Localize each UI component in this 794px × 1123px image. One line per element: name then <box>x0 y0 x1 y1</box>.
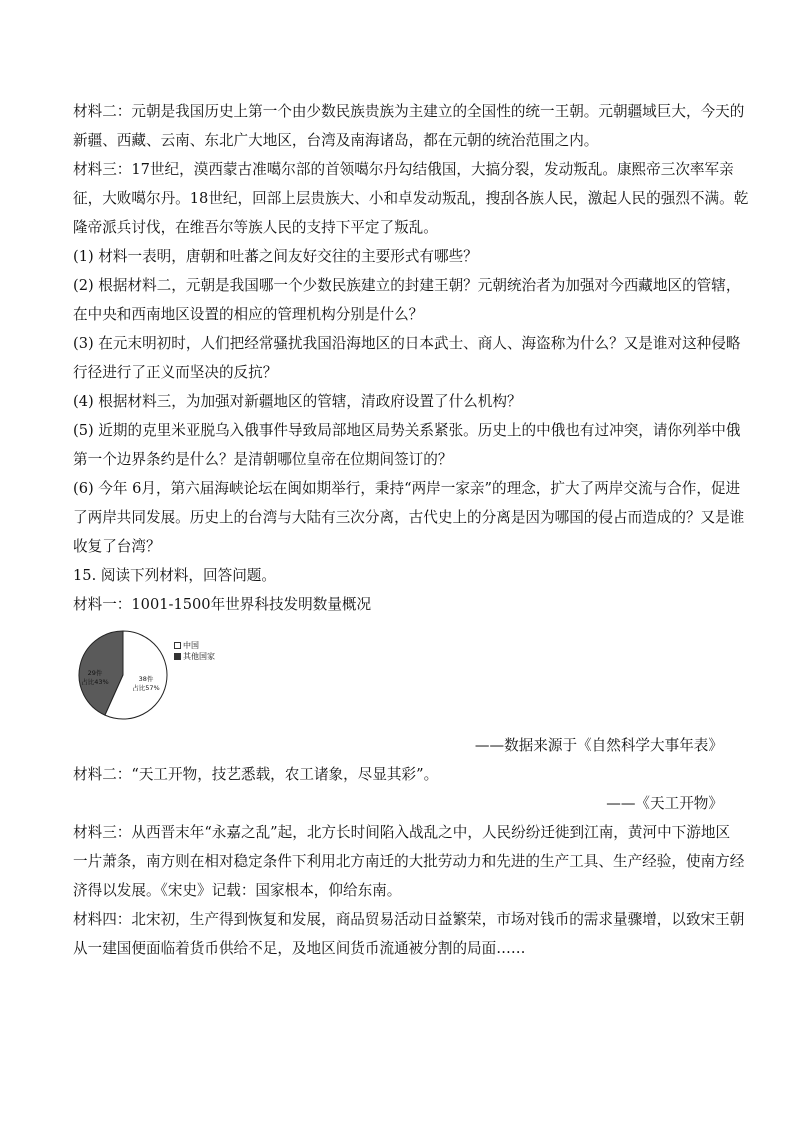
text-line: 一片萧条，南方则在相对稳定条件下利用北方南迁的大批劳动力和先进的生产工具、生产经验，使南方经 <box>73 853 745 870</box>
question-4: (4) 根据材料三，为加强对新疆地区的管辖，清政府设置了什么机构？ <box>73 393 522 410</box>
material-4-text: 材料四：北宋初，生产得到恢复和发展，商品贸易活动日益繁荣，市场对钱币的需求量骤增，以致宋王朝 <box>73 911 745 928</box>
legend-swatch-other <box>174 653 181 660</box>
pie-chart-figure <box>73 625 723 725</box>
question-5: (5) 近期的克里米亚脱乌入俄事件导致局部地区局势关系紧张。历史上的中俄也有过冲突，请你列举中俄 <box>73 422 741 439</box>
text-line: 从一建国便面临着货币供给不足，及地区间货币流通被分割的局面…… <box>73 940 526 957</box>
source-citation-2: ——《天工开物》 <box>606 795 723 812</box>
text-line: 在中央和西南地区设置的相应的管理机构分别是什么？ <box>73 306 424 323</box>
label-china-pct: 占比57% <box>132 684 160 692</box>
pie-legend <box>174 640 215 662</box>
label-other-pct: 占比43% <box>81 678 109 686</box>
question-1: (1) 材料一表明，唐朝和吐蕃之间友好交往的主要形式有哪些？ <box>73 248 478 265</box>
question-15-heading: 15. 阅读下列材料，回答问题。 <box>73 567 276 584</box>
text-line: 济得以发展。《宋史》记载：国家根本，仰给东南。 <box>73 882 402 899</box>
legend-label-china: 中国 <box>183 641 199 650</box>
text-line: 材料二：元朝是我国历史上第一个由少数民族贵族为主建立的全国性的统一王朝。元朝疆域巨大，今天的 <box>73 103 745 120</box>
text-line: 征，大败噶尔丹。18世纪，回部上层贵族大、小和卓发动叛乱，搜刮各族人民，激起人民的强烈不满。乾 <box>73 190 749 207</box>
text-line: 材料三：17世纪，漠西蒙古准噶尔部的首领噶尔丹勾结俄国，大搞分裂，发动叛乱。康熙帝三次率军亲 <box>73 161 734 178</box>
legend-item-china <box>174 640 215 651</box>
text-line: 收复了台湾？ <box>73 538 161 555</box>
source-citation-1: ——数据来源于《自然科学大事年表》 <box>474 737 723 754</box>
pie-chart <box>75 627 175 727</box>
material-1-title: 材料一：1001-1500年世界科技发明数量概况 <box>73 596 372 613</box>
question-3: (3) 在元末明初时，人们把经常骚扰我国沿海地区的日本武士、商人、海盗称为什么？又是谁对这种侵略 <box>73 335 741 352</box>
label-other-count: 29件 <box>87 669 103 677</box>
question-6: (6) 今年 6月，第六届海峡论坛在闽如期举行，秉持“两岸一家亲”的理念，扩大了两岸交流与合作，促进 <box>73 480 741 497</box>
legend-item-other <box>174 651 215 662</box>
text-line: 行径进行了正义而坚决的反抗？ <box>73 364 278 381</box>
text-line: 了两岸共同发展。历史上的台湾与大陆有三次分离，古代史上的分离是因为哪国的侵占而造成的？又是谁 <box>73 509 745 526</box>
material-2-text: 材料二：“天工开物，技艺悉载，农工诸象，尽显其彩”。 <box>73 766 439 783</box>
material-3-text: 材料三：从西晋末年“永嘉之乱”起，北方长时间陷入战乱之中，人民纷纷迁徙到江南，黄河中下游地区 <box>73 824 731 841</box>
legend-label-other: 其他国家 <box>183 652 215 661</box>
text-line: 隆帝派兵讨伐，在维吾尔等族人民的支持下平定了叛乱。 <box>73 219 438 236</box>
document-content <box>73 97 749 963</box>
label-china-count: 38件 <box>138 675 154 683</box>
question-2: (2) 根据材料二，元朝是我国哪一个少数民族建立的封建王朝？元朝统治者为加强对今西藏地区的管辖， <box>73 277 741 294</box>
legend-swatch-china <box>174 642 181 649</box>
text-line: 第一个边界条约是什么？是清朝哪位皇帝在位期间签订的？ <box>73 451 453 468</box>
text-line: 新疆、西藏、云南、东北广大地区，台湾及南海诸岛，都在元朝的统治范围之内。 <box>73 132 599 149</box>
